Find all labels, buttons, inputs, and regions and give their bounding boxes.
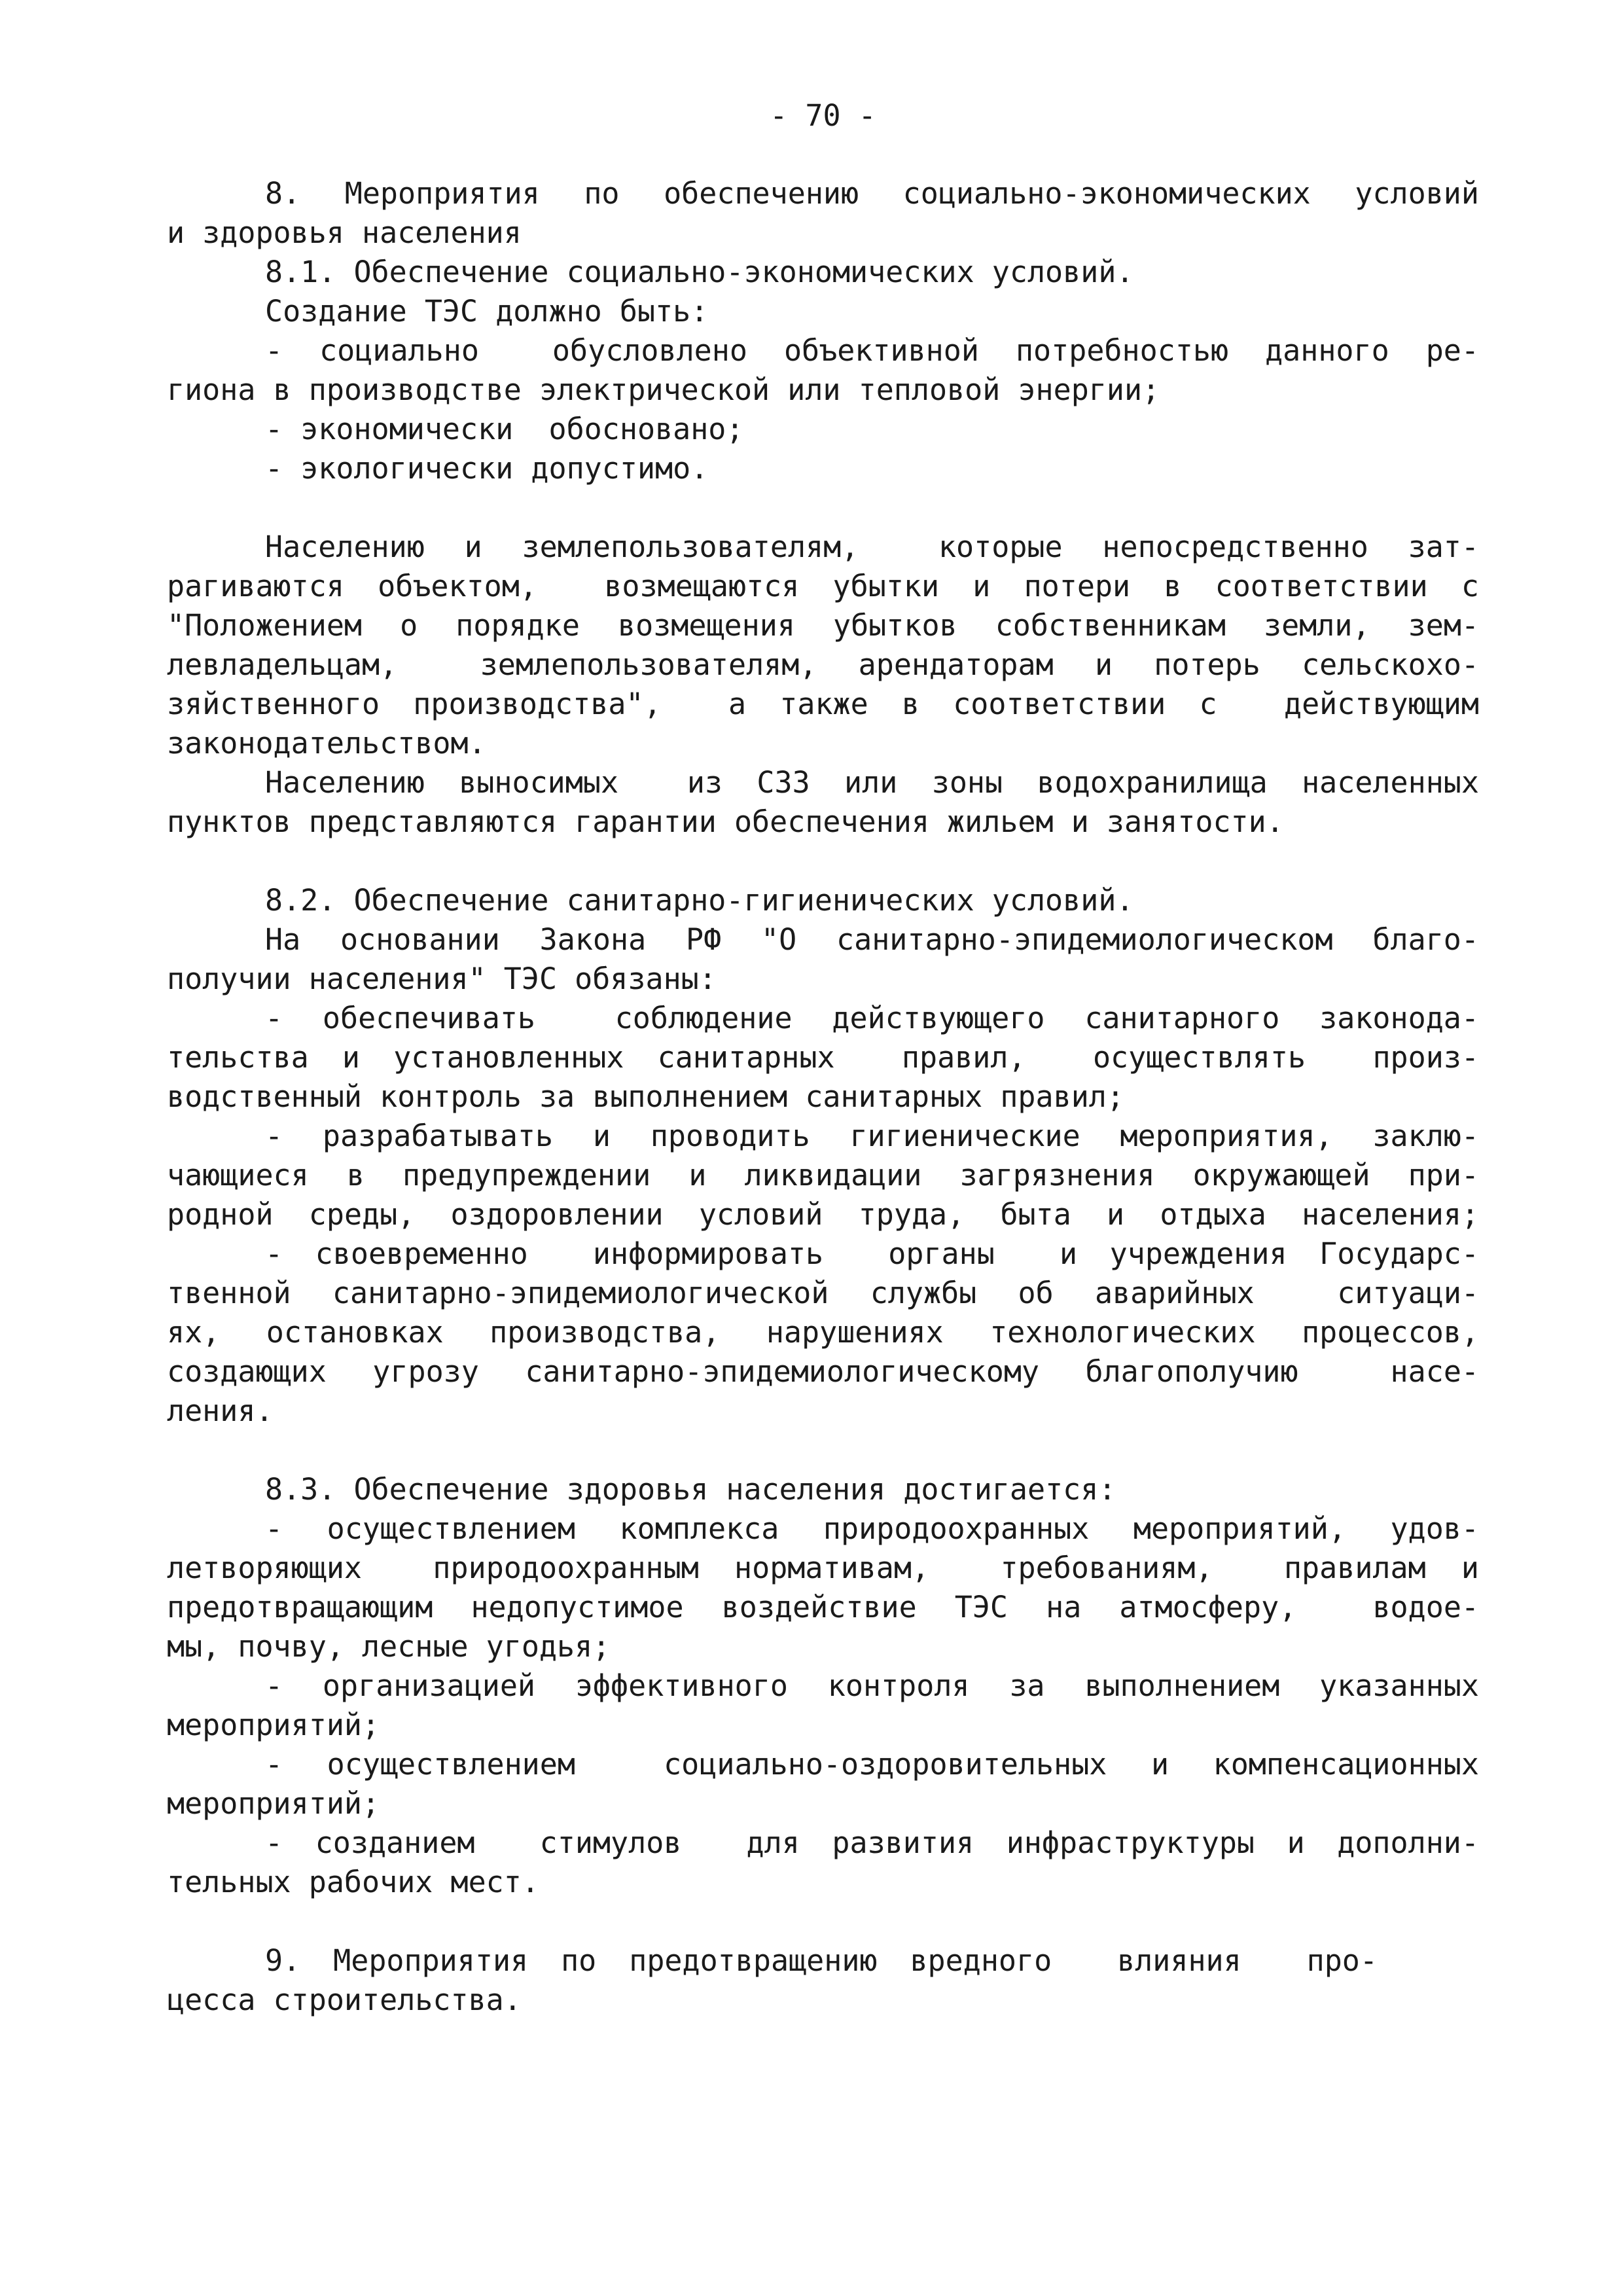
list-item: - социально обусловлено объективной потребностью данного ре- xyxy=(265,333,1479,368)
list-item: - организацией эффективного контроля за выполнением указанных xyxy=(265,1668,1479,1703)
section-8-heading-cont: и здоровья населения xyxy=(167,215,522,250)
list-item-cont: мы, почву, лесные угодья; xyxy=(167,1629,611,1664)
paragraph-line: Населению выносимых из СЗЗ или зоны водохранилища населенных xyxy=(265,765,1479,800)
list-item-cont: чающиеся в предупреждении и ликвидации загрязнения окружающей при- xyxy=(167,1158,1479,1193)
list-item: - экологически допустимо. xyxy=(265,451,709,486)
document-page xyxy=(167,0,1479,2296)
list-item-cont: тельства и установленных санитарных правил, осуществлять произ- xyxy=(167,1040,1479,1075)
blank-line xyxy=(167,488,1479,528)
paragraph-line: Населению и землепользователям, которые непосредственно зат- xyxy=(265,529,1479,564)
list-item: - осуществлением социально-оздоровительных и компенсационных xyxy=(265,1747,1479,1782)
document-body xyxy=(167,174,1479,2020)
paragraph-line: законодательством. xyxy=(167,726,486,761)
subsection-8-2-heading: 8.2. Обеспечение санитарно-гигиенических условий. xyxy=(265,883,1134,918)
list-item-cont: предотвращающим недопустимое воздействие ТЭС на атмосферу, водое- xyxy=(167,1590,1479,1624)
paragraph-line: Создание ТЭС должно быть: xyxy=(265,294,709,329)
page-number: - 70 - xyxy=(770,98,876,133)
blank-line xyxy=(167,1902,1479,1941)
paragraph-line: левладельцам, землепользователям, арендаторам и потерь сельскохо- xyxy=(167,647,1479,682)
paragraph-line: рагиваются объектом, возмещаются убытки и потери в соответствии с xyxy=(167,569,1479,603)
list-item-cont: ления. xyxy=(167,1393,274,1428)
list-item-cont: летворяющих природоохранным нормативам, требованиям, правилам и xyxy=(167,1551,1479,1585)
list-item-cont: твенной санитарно-эпидемиологической службы об аварийных ситуаци- xyxy=(167,1276,1479,1310)
list-item-cont: создающих угрозу санитарно-эпидемиологическому благополучию насе- xyxy=(167,1354,1479,1389)
subsection-8-3-heading: 8.3. Обеспечение здоровья населения достигается: xyxy=(265,1472,1116,1507)
paragraph-line: получии населения" ТЭС обязаны: xyxy=(167,961,717,996)
section-9-heading-cont: цесса строительства. xyxy=(167,1982,522,2017)
blank-line xyxy=(167,842,1479,881)
list-item-cont: ях, остановках производства, нарушениях технологических процессов, xyxy=(167,1315,1479,1350)
paragraph-line: пунктов представляются гарантии обеспечения жильем и занятости. xyxy=(167,804,1284,839)
list-item: - разрабатывать и проводить гигиенические мероприятия, заклю- xyxy=(265,1119,1479,1153)
section-9-heading: 9. Мероприятия по предотвращению вредного влияния про- xyxy=(265,1943,1378,1978)
list-item: - экономически обосновано; xyxy=(265,412,744,446)
list-item: - обеспечивать соблюдение действующего санитарного законода- xyxy=(265,1001,1479,1035)
blank-line xyxy=(167,1431,1479,1470)
list-item-cont: мероприятий; xyxy=(167,1708,380,1742)
paragraph-line: зяйственного производства", а также в соответствии с действующим xyxy=(167,687,1479,721)
paragraph-line: На основании Закона РФ "О санитарно-эпидемиологическом благо- xyxy=(265,922,1479,957)
list-item-cont: водственный контроль за выполнением санитарных правил; xyxy=(167,1079,1124,1114)
list-item-cont: тельных рабочих мест. xyxy=(167,1865,539,1899)
paragraph-line: "Положением о порядке возмещения убытков собственникам земли, зем- xyxy=(167,608,1479,643)
list-item-cont: гиона в производстве электрической или тепловой энергии; xyxy=(167,372,1160,407)
subsection-8-1-heading: 8.1. Обеспечение социально-экономических условий. xyxy=(265,255,1134,289)
list-item: - своевременно информировать органы и учреждения Государс- xyxy=(265,1236,1479,1271)
list-item-cont: мероприятий; xyxy=(167,1786,380,1821)
list-item: - осуществлением комплекса природоохранных мероприятий, удов- xyxy=(265,1511,1479,1546)
section-8-heading: 8. Мероприятия по обеспечению социально-экономических условий xyxy=(265,176,1479,211)
list-item: - созданием стимулов для развития инфраструктуры и дополни- xyxy=(265,1825,1479,1860)
list-item-cont: родной среды, оздоровлении условий труда, быта и отдыха населения; xyxy=(167,1197,1479,1232)
